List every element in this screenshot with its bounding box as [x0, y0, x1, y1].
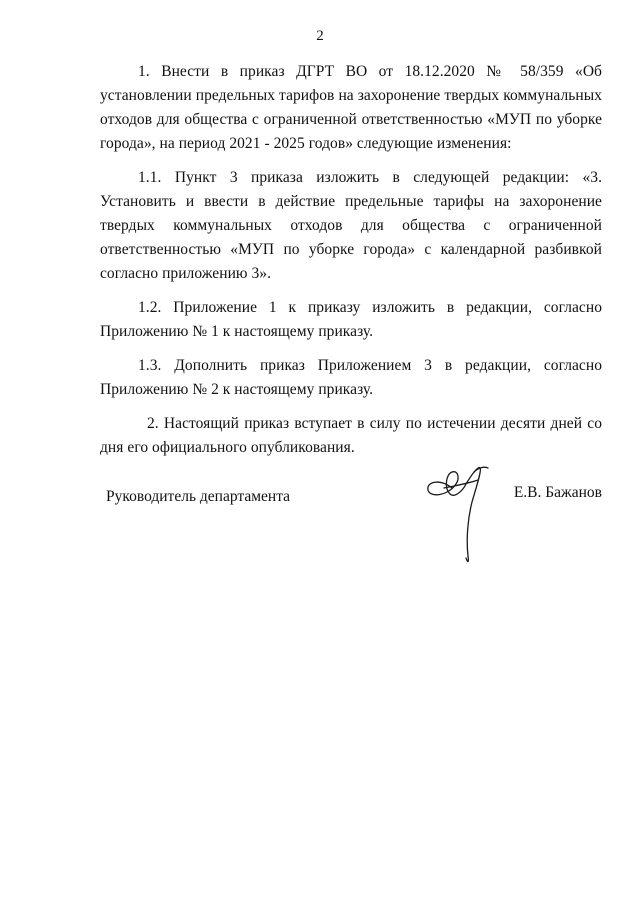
handwritten-signature [422, 458, 496, 568]
paragraph-item-1: 1. Внести в приказ ДГРТ ВО от 18.12.2020 № 58/359 «Об установлении предельных тарифов на захоронение твердых коммунальных отходов для общества с ограниченной ответственностью «МУП по уборке города», на период 2021 - 2025 годов» следующие изменения: [100, 63, 602, 152]
page-number: 2 [316, 28, 324, 44]
signer-name: Е.В. Бажанов [513, 484, 602, 501]
signatory-position: Руководитель департамента [106, 488, 291, 505]
paragraph-item-1-3: 1.3. Дополнить приказ Приложением 3 в редакции, согласно Приложению № 2 к настоящему приказу. [100, 357, 602, 398]
paragraph-item-2: 2. Настоящий приказ вступает в силу по истечении десяти дней со дня его официального опубликования. [100, 415, 602, 456]
document-body [100, 60, 602, 470]
paragraph-item-1-1: 1.1. Пункт 3 приказа изложить в следующей редакции: «3. Установить и ввести в действие предельные тарифы на захоронение твердых коммунальных отходов для общества с ограниченной ответственностью «МУП по уборке города» с календарной разбивкой согласно приложению 3». [100, 169, 602, 282]
paragraph-item-1-2: 1.2. Приложение 1 к приказу изложить в редакции, согласно Приложению № 1 к настоящему приказу. [100, 299, 602, 340]
signature-block [100, 482, 602, 582]
